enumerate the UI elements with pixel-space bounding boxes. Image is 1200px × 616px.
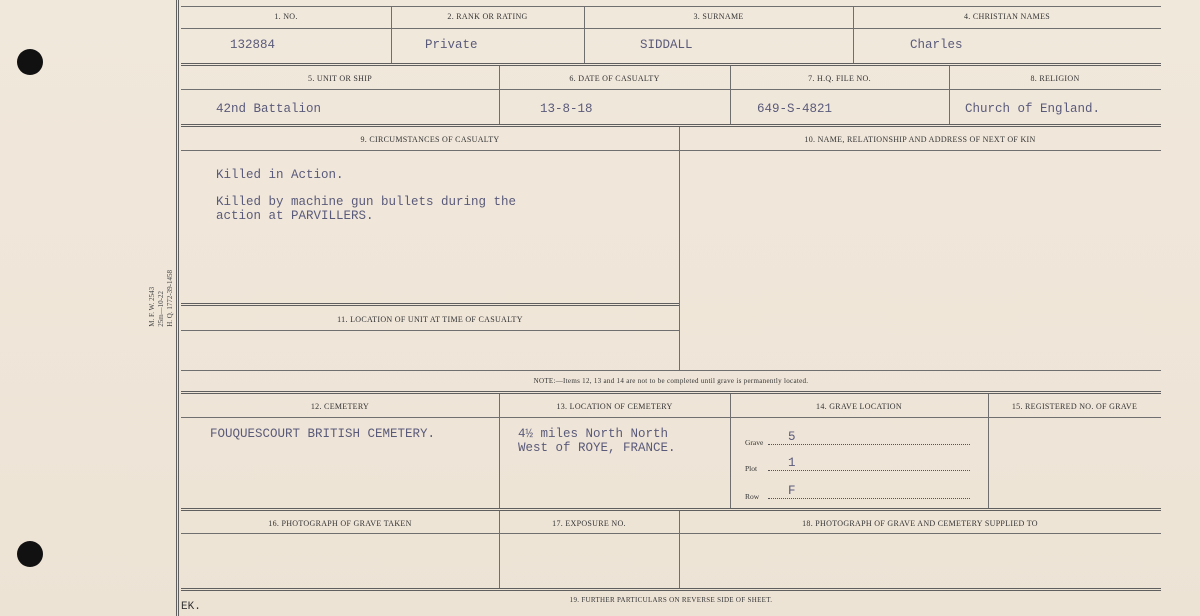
value-cemetery: FOUQUESCOURT BRITISH CEMETERY. <box>210 427 436 441</box>
rule <box>181 533 1161 534</box>
rule <box>181 391 1161 394</box>
header-religion: 8. RELIGION <box>1030 74 1080 83</box>
value-circumstances-1: Killed in Action. <box>216 168 344 182</box>
rule <box>181 150 1161 151</box>
header-photo-taken: 16. PHOTOGRAPH OF GRAVE TAKEN <box>268 519 412 528</box>
value-unit: 42nd Battalion <box>216 102 322 116</box>
header-christian: 4. CHRISTIAN NAMES <box>963 12 1051 21</box>
value-surname: SIDDALL <box>640 38 693 52</box>
header-registered: 15. REGISTERED NO. OF GRAVE <box>1011 402 1138 411</box>
value-rank: Private <box>425 38 478 52</box>
header-grave-location: 14. GRAVE LOCATION <box>816 402 902 411</box>
punch-hole <box>17 49 43 75</box>
corner-initials: EK. <box>181 601 201 613</box>
rule <box>988 394 989 508</box>
header-no: 1. NO. <box>274 12 298 21</box>
header-rank: 2. RANK OR RATING <box>447 12 528 21</box>
value-christian: Charles <box>910 38 963 52</box>
header-date: 6. DATE OF CASUALTY <box>569 74 660 83</box>
rule <box>181 6 1161 7</box>
value-row: F <box>788 484 796 498</box>
punch-hole <box>17 541 43 567</box>
grave-label: Grave <box>745 438 764 447</box>
header-cemetery-location: 13. LOCATION OF CEMETERY <box>556 402 673 411</box>
value-cemetery-location: 4½ miles North North West of ROYE, FRANCE. <box>518 427 676 455</box>
value-file: 649-S-4821 <box>757 102 833 116</box>
row-dotted-line <box>768 498 970 499</box>
header-cemetery: 12. CEMETERY <box>310 402 370 411</box>
value-grave: 5 <box>788 430 796 444</box>
grave-dotted-line <box>768 444 970 445</box>
value-circumstances-2: Killed by machine gun bullets during the action at PARVILLERS. <box>216 195 517 223</box>
plot-dotted-line <box>768 470 970 471</box>
header-file: 7. H.Q. FILE NO. <box>808 74 871 83</box>
printer-code: M. F. W. 2543 25m—10-22 H. Q. 1772-39-1458 <box>148 270 174 327</box>
rule <box>181 508 1161 511</box>
value-date: 13-8-18 <box>540 102 593 116</box>
header-photo-supplied: 18. PHOTOGRAPH OF GRAVE AND CEMETERY SUPPLIED TO <box>802 519 1038 528</box>
left-margin-rule <box>176 0 179 616</box>
rule <box>181 417 1161 418</box>
header-location-unit: 11. LOCATION OF UNIT AT TIME OF CASUALTY <box>337 315 523 324</box>
note-text: NOTE:—Items 12, 13 and 14 are not to be completed until grave is permanently located. <box>533 377 809 385</box>
value-religion: Church of England. <box>965 102 1101 116</box>
rule <box>181 330 679 331</box>
value-no: 132884 <box>230 38 276 52</box>
header-unit: 5. UNIT OR SHIP <box>308 74 372 83</box>
rule <box>181 370 1161 371</box>
rule <box>181 28 1161 29</box>
header-exposure: 17. EXPOSURE NO. <box>552 519 626 528</box>
header-surname: 3. SURNAME <box>693 12 744 21</box>
rule <box>181 124 1161 127</box>
footer-further: 19. FURTHER PARTICULARS ON REVERSE SIDE OF SHEET. <box>569 596 773 604</box>
row-label: Row <box>745 492 760 501</box>
plot-label: Plot <box>745 464 758 473</box>
rule <box>499 394 500 508</box>
header-circumstances: 9. CIRCUMSTANCES OF CASUALTY <box>360 135 500 144</box>
rule <box>181 63 1161 66</box>
value-plot: 1 <box>788 456 796 470</box>
rule <box>730 394 731 508</box>
header-kin: 10. NAME, RELATIONSHIP AND ADDRESS OF NEXT OF KIN <box>804 135 1036 144</box>
rule <box>181 588 1161 591</box>
rule <box>679 127 680 370</box>
rule <box>181 303 679 306</box>
rule <box>181 89 1161 90</box>
